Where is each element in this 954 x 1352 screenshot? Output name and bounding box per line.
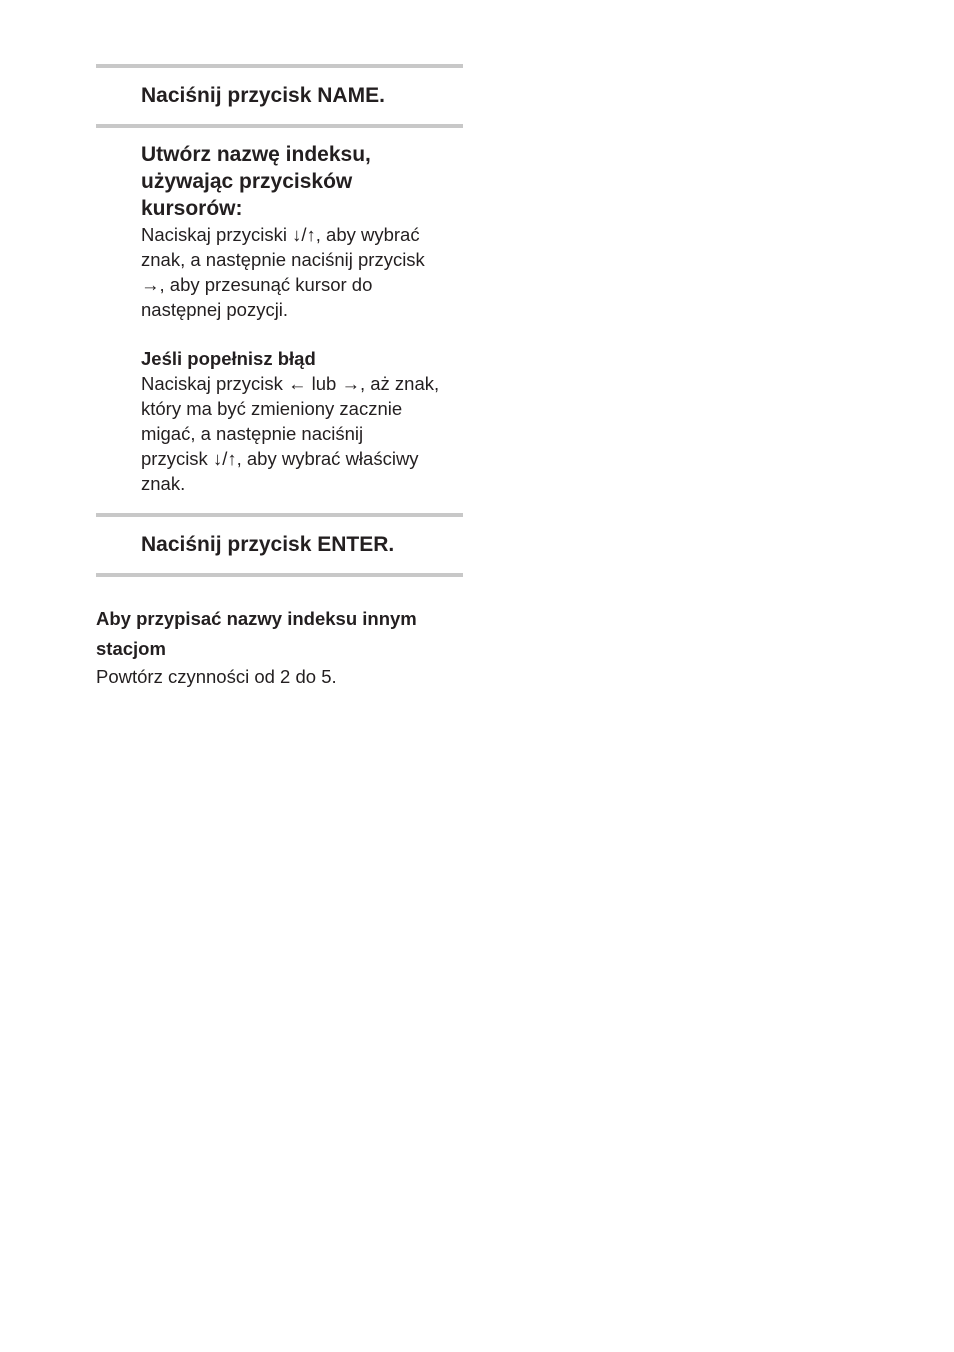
step-title: Naciśnij przycisk NAME. [141,84,385,107]
divider-rule [96,124,463,128]
step-instructions: Naciskaj przyciski ↓/↑, aby wybrać znak, a następnie naciśnij przycisk →, aby przesunąć kursor do następnej pozycji. [141,224,425,320]
step-press-name [141,82,471,109]
error-note-title: Jeśli popełnisz błąd [141,348,316,369]
tip-body: Powtórz czynności od 2 do 5. [96,666,337,687]
tip-title: Aby przypisać nazwy indeksu innym stacjom [96,608,417,659]
error-note-body: Naciskaj przycisk ← lub →, aż znak, który ma być zmieniony zacznie migać, a następnie naciśnij przycisk ↓/↑, aby wybrać właściwy znak. [141,373,440,494]
step-create-index-name [141,141,471,496]
divider-rule [96,513,463,517]
step-title: Utwórz nazwę indeksu, używając przycisków kursorów: [141,143,371,220]
step-title: Naciśnij przycisk ENTER. [141,533,395,556]
divider-rule [96,573,463,577]
divider-rule [96,64,463,68]
step-press-enter [141,531,471,558]
tip-other-stations [96,604,476,689]
